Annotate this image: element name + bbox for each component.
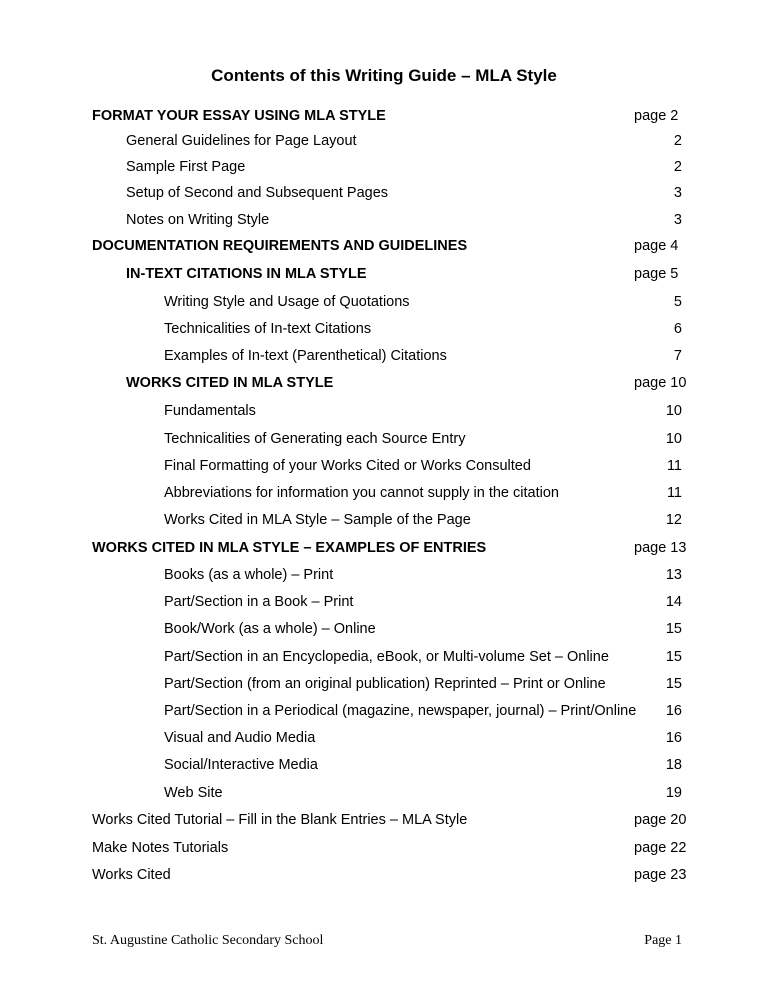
- toc-entry-label: Setup of Second and Subsequent Pages: [126, 185, 389, 201]
- toc-entry-page: 19: [665, 785, 682, 801]
- toc-entry-page: 15: [665, 649, 682, 665]
- toc-entry-page: page 23: [634, 867, 687, 883]
- toc-entry-page: 10: [665, 431, 682, 447]
- toc-entry-label: Part/Section in an Encyclopedia, eBook, or Multi-volume Set – Online: [164, 649, 609, 665]
- toc-entry-label: Abbreviations for information you cannot supply in the citation: [164, 485, 559, 501]
- toc-entry[interactable]: [0, 512, 768, 534]
- toc-entry-label: Fundamentals: [164, 403, 256, 419]
- toc-entry-label: Social/Interactive Media: [164, 757, 318, 773]
- page-title: Contents of this Writing Guide – MLA Style: [211, 66, 557, 85]
- toc-entry[interactable]: [0, 458, 768, 480]
- toc-entry-label: DOCUMENTATION REQUIREMENTS AND GUIDELINES: [92, 238, 468, 254]
- toc-entry[interactable]: [0, 867, 768, 889]
- toc-entry-label: Make Notes Tutorials: [92, 840, 229, 856]
- toc-entry[interactable]: [0, 133, 768, 155]
- toc-entry-page: page 5: [634, 266, 679, 282]
- toc-entry-page: 3: [673, 185, 682, 201]
- toc-entry[interactable]: [0, 431, 768, 453]
- toc-entry[interactable]: [0, 594, 768, 616]
- toc-entry-page: 15: [665, 676, 682, 692]
- toc-entry-page: 5: [673, 294, 682, 310]
- toc-entry[interactable]: [0, 649, 768, 671]
- toc-entry[interactable]: [0, 840, 768, 862]
- toc-entry-label: Final Formatting of your Works Cited or Works Consulted: [164, 458, 531, 474]
- toc-entry-page: 11: [666, 458, 682, 474]
- toc-entry-page: 16: [665, 730, 682, 746]
- toc-entry-page: page 4: [634, 238, 679, 254]
- toc-entry[interactable]: [0, 621, 768, 643]
- toc-entry[interactable]: [0, 730, 768, 752]
- toc-entry[interactable]: [0, 403, 768, 425]
- footer-school: St. Augustine Catholic Secondary School: [92, 933, 324, 948]
- toc-entry-label: Visual and Audio Media: [164, 730, 316, 746]
- toc-entry-label: Books (as a whole) – Print: [164, 567, 334, 583]
- toc-entry-page: page 2: [634, 108, 679, 124]
- toc-entry[interactable]: [0, 676, 768, 698]
- toc-entry-label: Notes on Writing Style: [126, 212, 270, 228]
- toc-entry[interactable]: [0, 485, 768, 507]
- toc-entry-label: Examples of In-text (Parenthetical) Citations: [164, 348, 447, 364]
- toc-entry-page: 6: [673, 321, 682, 337]
- toc-entry-label: Part/Section in a Periodical (magazine, newspaper, journal) – Print/Online: [164, 703, 637, 719]
- toc-entry-label: IN-TEXT CITATIONS IN MLA STYLE: [126, 266, 367, 282]
- toc-entry[interactable]: [0, 703, 768, 725]
- toc-entry[interactable]: [0, 294, 768, 316]
- toc-entry-label: Part/Section in a Book – Print: [164, 594, 354, 610]
- toc-entry-page: 13: [665, 567, 682, 583]
- toc-entry[interactable]: [0, 375, 768, 397]
- toc-entry[interactable]: [0, 159, 768, 181]
- toc-entry-page: page 20: [634, 812, 687, 828]
- toc-entry-label: Technicalities of In-text Citations: [164, 321, 372, 337]
- toc-entry-page: 18: [665, 757, 682, 773]
- toc-entry-label: Works Cited in MLA Style – Sample of the Page: [164, 512, 471, 528]
- toc-entry[interactable]: [0, 212, 768, 234]
- toc-entry-label: Works Cited Tutorial – Fill in the Blank Entries – MLA Style: [92, 812, 468, 828]
- toc-entry[interactable]: [0, 348, 768, 370]
- toc-entry[interactable]: [0, 108, 768, 130]
- toc-entry-page: 7: [673, 348, 682, 364]
- toc-entry-label: WORKS CITED IN MLA STYLE: [126, 375, 334, 391]
- toc-entry[interactable]: [0, 185, 768, 207]
- toc-entry[interactable]: [0, 321, 768, 343]
- toc-entry[interactable]: [0, 785, 768, 807]
- toc-entry-label: Sample First Page: [126, 159, 246, 175]
- toc-entry[interactable]: [0, 757, 768, 779]
- toc-entry-page: 2: [673, 133, 682, 149]
- toc-entry-page: 16: [665, 703, 682, 719]
- toc-entry-page: page 10: [634, 375, 687, 391]
- toc-entry-label: Technicalities of Generating each Source Entry: [164, 431, 466, 447]
- footer-page-number: Page 1: [644, 933, 682, 948]
- toc-entry-page: 14: [665, 594, 682, 610]
- toc-entry-page: 10: [665, 403, 682, 419]
- toc-entry[interactable]: [0, 238, 768, 260]
- toc-entry[interactable]: [0, 567, 768, 589]
- toc-entry-page: 12: [665, 512, 682, 528]
- toc-entry-page: page 22: [634, 840, 687, 856]
- toc-entry[interactable]: [0, 266, 768, 288]
- toc-entry-label: Works Cited: [92, 867, 171, 883]
- toc-entry-page: page 13: [634, 540, 687, 556]
- toc-entry[interactable]: [0, 540, 768, 562]
- toc-entry-label: Book/Work (as a whole) – Online: [164, 621, 376, 637]
- toc-entry[interactable]: [0, 812, 768, 834]
- toc-entry-page: 2: [673, 159, 682, 175]
- toc-entry-label: Writing Style and Usage of Quotations: [164, 294, 410, 310]
- toc-entry-page: 11: [666, 485, 682, 501]
- toc-entry-label: Part/Section (from an original publication) Reprinted – Print or Online: [164, 676, 606, 692]
- toc-entry-label: General Guidelines for Page Layout: [126, 133, 357, 149]
- toc-entry-page: 3: [673, 212, 682, 228]
- toc-entry-label: Web Site: [164, 785, 223, 801]
- toc-entry-label: FORMAT YOUR ESSAY USING MLA STYLE: [92, 108, 386, 124]
- toc-entry-page: 15: [665, 621, 682, 637]
- toc-entry-label: WORKS CITED IN MLA STYLE – EXAMPLES OF ENTRIES: [92, 540, 487, 556]
